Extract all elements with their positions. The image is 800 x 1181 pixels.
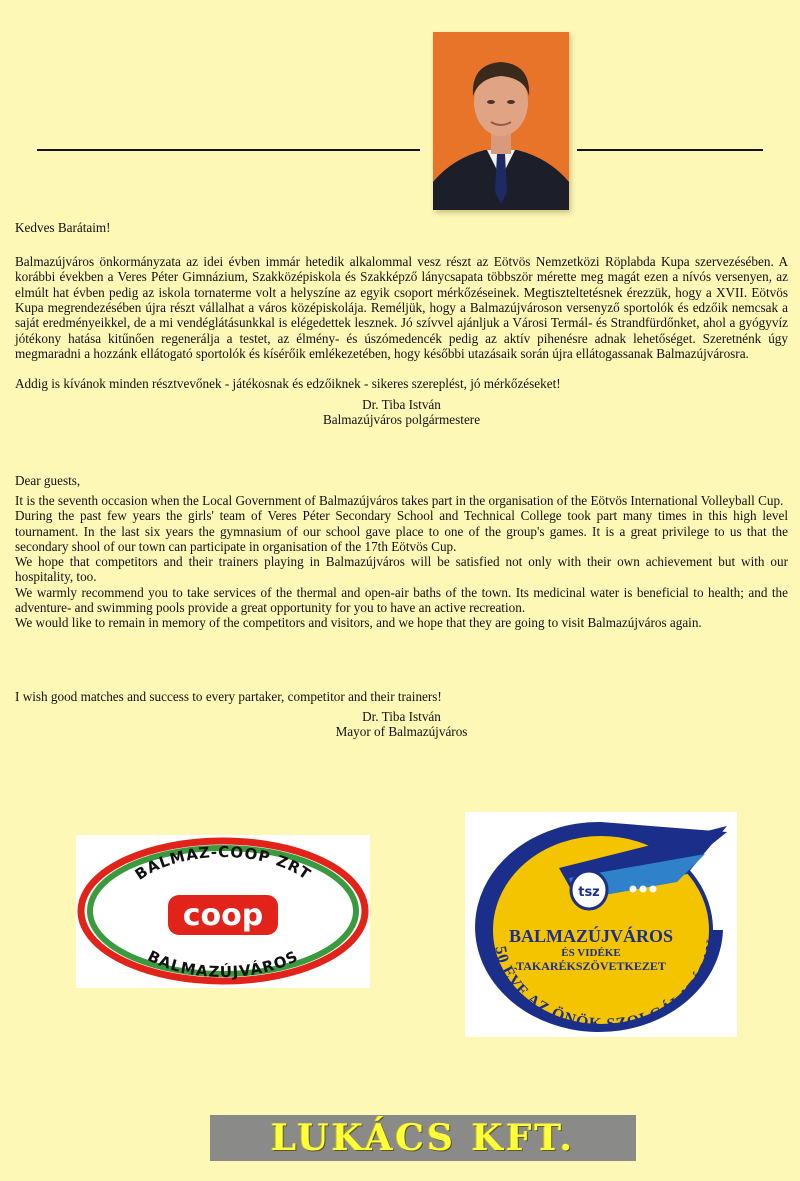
signature-hungarian <box>15 397 788 428</box>
coop-logo <box>76 835 370 988</box>
coop-bottom-text: BALMAZÚJVÁROS <box>144 946 302 982</box>
coop-wordmark: coop <box>182 898 264 933</box>
mayor-portrait <box>433 32 569 210</box>
coop-top-text: BALMAZ-COOP ZRT <box>131 842 315 884</box>
bank-icon-text: tsz <box>578 885 600 900</box>
signature-english <box>15 709 788 740</box>
closing-hungarian: Addig is kívánok minden résztvevőnek - játékosnak és edzőiknek - sikeres szereplést, jó mérkőzéseket! <box>15 376 561 392</box>
bank-sub1: ÉS VIDÉKE <box>561 947 621 959</box>
closing-english: I wish good matches and success to every partaker, competitor and their trainers! <box>15 689 442 705</box>
greeting-hungarian: Kedves Barátaim! <box>15 220 111 236</box>
bank-arc-text: 50 ÉVE AZ ÖNÖK SZOLGÁLATÁBAN <box>491 937 722 1033</box>
greeting-english: Dear guests, <box>15 473 81 489</box>
body-line: We would like to remain in memory of the competitors and visitors, and we hope that they are going to visit Balmazújváros again. <box>15 615 702 631</box>
body-line: We warmly recommend you to take services of the thermal and open-air baths of the town. Its medicinal water is beneficial to health; and the adventure- and swimming pools provide a great opportunity for you to have an active recreation. <box>15 584 788 616</box>
bank-logo <box>465 812 737 1037</box>
body-english <box>15 493 788 631</box>
lukacs-banner <box>210 1115 636 1161</box>
signature-name: Dr. Tiba István <box>362 397 441 412</box>
banner-text: LUKÁCS KFT. <box>270 1117 576 1159</box>
bank-sub2: TAKARÉKSZÖVETKEZET <box>516 959 666 973</box>
body-line: During the past few years the girls' team of Veres Péter Secondary School and Technical College took part many times in this high level tournament. In the last six years the gymnasium of our school gave place to one of the group's games. It is a great privilege to us that the secondary shool of our town can participate in organisation of the 17th Eötvös Cup. <box>15 508 788 554</box>
bank-name: BALMAZÚJVÁROS <box>508 926 674 946</box>
body-line: We hope that competitors and their trainers playing in Balmazújváros will be satisfied not only with their own achievement but with our hospitality, too. <box>15 554 788 585</box>
signature-title: Mayor of Balmazújváros <box>335 724 468 740</box>
body-line: It is the seventh occasion when the Local Government of Balmazújváros takes part in the organisation of the Eötvös International Volleyball Cup. <box>15 493 784 508</box>
signature-name: Dr. Tiba István <box>362 709 441 724</box>
signature-title: Balmazújváros polgármestere <box>322 412 481 428</box>
decorative-rule-left <box>37 149 420 151</box>
decorative-rule-right <box>577 149 763 151</box>
body-hungarian: Balmazújváros önkormányzata az idei évben immár hetedik alkalommal vesz részt az Eötvös Nemzetközi Röplabda Kupa szervezésében. A korábbi években a Veres Péter Gimnázium, Szakközépiskola és Szakképző lánycsapata többször mérette meg magát ezen a nívós versenyen, az elmúlt hat évben pedig az iskola tornaterme volt a helyszíne az egyik csoport mérkőzéseinek. Megtiszteltetésnek érezzük, hogy a XVII. Eötvös Kupa megrendezésében újra részt vállalhat a város középiskolája. Reméljük, hogy a Balmazújvároson versenyző sportolók és edzőik nemcsak a saját eredményeikkel, de a mi vendéglátásunkkal is elégedettek lesznek. Jó szívvel ajánljuk a Városi Termál- és Strandfürdőnket, ahol a gyógyvíz jótékony hatása kitűnően regenerálja a testet, az élmény- és úszómedencék pedig az aktív pihenésre adnak lehetőséget. Szeretnénk úgy megmaradni a hozzánk ellátogató sportolók és kísérőik emlékezetében, hogy későbbi utazásaik során újra ellátogassanak Balmazújvárosra. <box>15 254 788 361</box>
